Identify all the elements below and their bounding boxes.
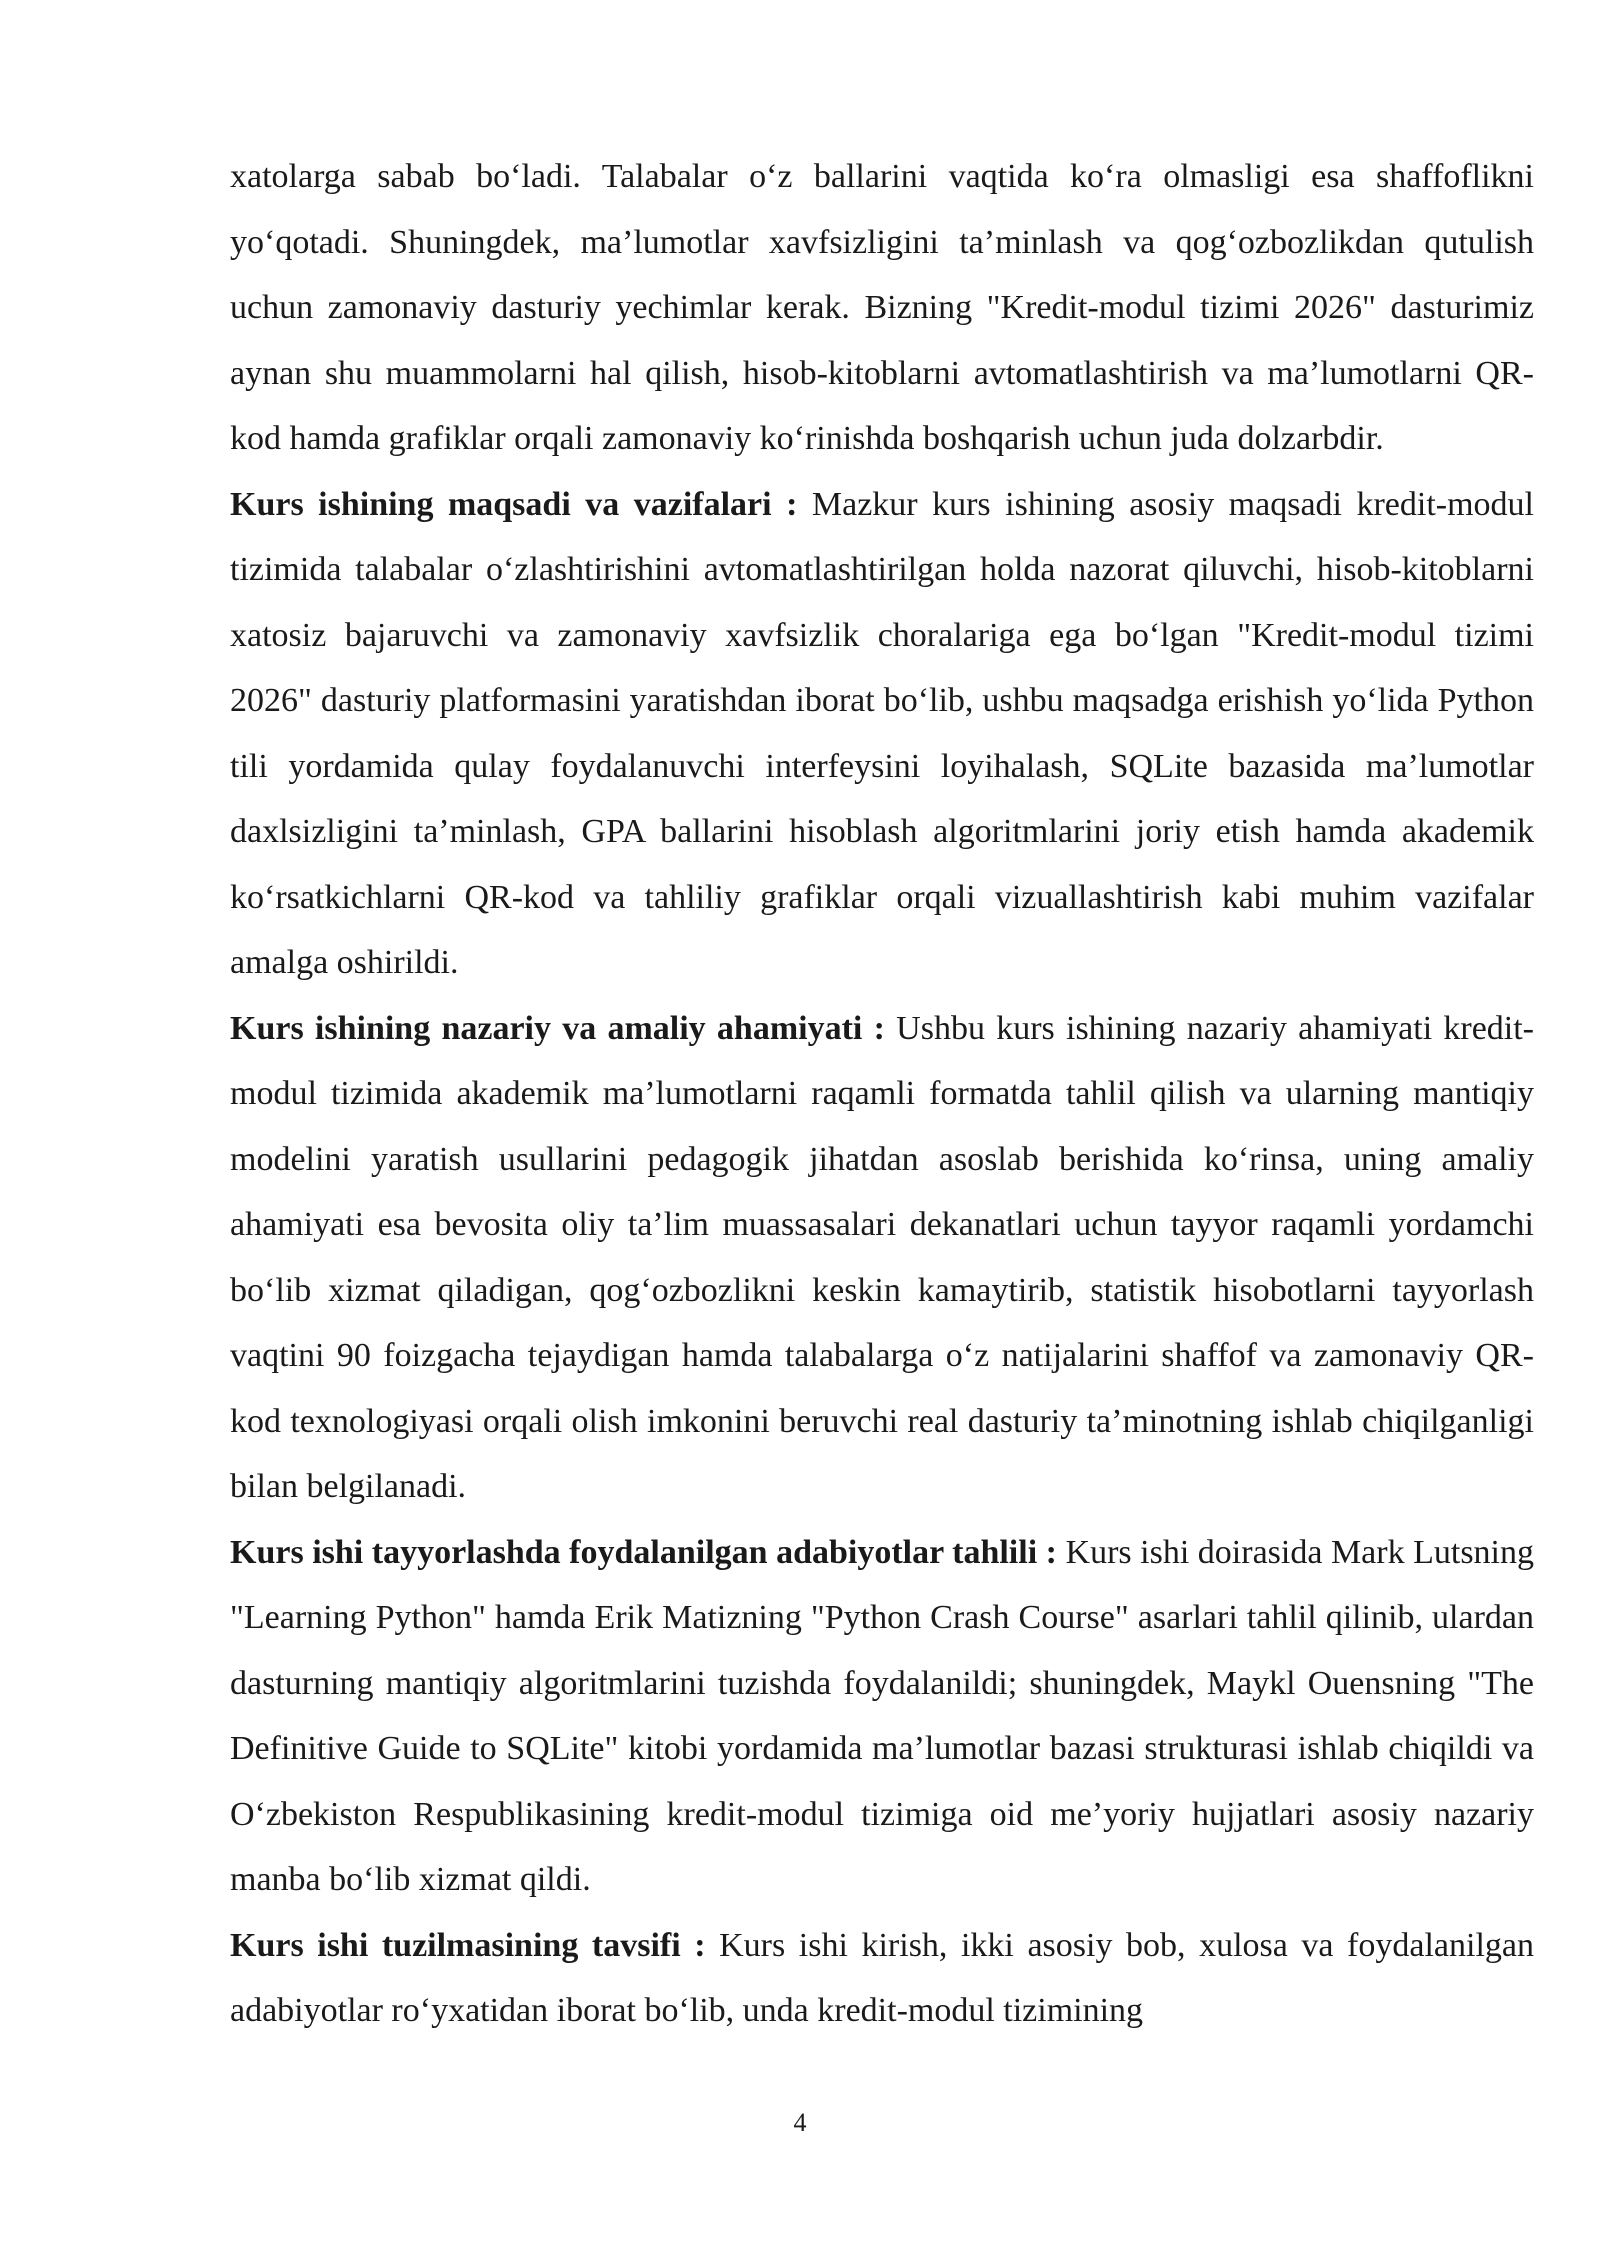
paragraph-literature [230, 1520, 1534, 1913]
paragraph-significance [230, 996, 1534, 1520]
paragraph-heading: Kurs ishi tayyorlashda foydalanilgan adabiyotlar tahlili : [230, 1533, 1057, 1571]
paragraph-heading: Kurs ishining nazariy va amaliy ahamiyati : [230, 1009, 885, 1047]
paragraph-text: xatolarga sabab bo‘ladi. Talabalar o‘z ballarini vaqtida ko‘ra olmasligi esa shaffoflikni yo‘qotadi. Shuningdek, ma’lumotlar xavfsizligini ta’minlash va qog‘ozbozlikdan qutulish uchun zamonaviy dasturiy yechimlar kerak. Bizning "Kredit-modul tizimi 2026" dasturimiz aynan shu muammolarni hal qilish, hisob-kitoblarni avtomatlashtirish va ma’lumotlarni QR-kod hamda grafiklar orqali zamonaviy ko‘rinishda boshqarish uchun juda dolzarbdir. [230, 158, 1534, 457]
paragraph-heading: Kurs ishi tuzilmasining tavsifi : [230, 1926, 706, 1964]
paragraph-text: Ushbu kurs ishining nazariy ahamiyati kredit-modul tizimida akademik ma’lumotlarni raqamli formatda tahlil qilish va ularning mantiqiy modelini yaratish usullarini pedagogik jihatdan asoslab berishida ko‘rinsa, uning amaliy ahamiyati esa bevosita oliy ta’lim muassasalari dekanatlari uchun tayyor raqamli yordamchi bo‘lib xizmat qiladigan, qog‘ozbozlikni keskin kamaytirib, statistik hisobotlarni tayyorlash vaqtini 90 foizgacha tejaydigan hamda talabalarga o‘z natijalarini shaffof va zamonaviy QR-kod texnologiyasi orqali olish imkonini beruvchi real dasturiy ta’minotning ishlab chiqilganligi bilan belgilanadi. [230, 1009, 1535, 1505]
paragraph-intro [230, 144, 1534, 472]
paragraph-goals [230, 472, 1534, 996]
paragraph-text: Mazkur kurs ishining asosiy maqsadi kredit-modul tizimida talabalar o‘zlashtirishini avtomatlashtirilgan holda nazorat qiluvchi, hisob-kitoblarni xatosiz bajaruvchi va zamonaviy xavfsizlik choralariga ega bo‘lgan "Kredit-modul tizimi 2026" dasturiy platformasini yaratishdan iborat bo‘lib, ushbu maqsadga erishish yo‘lida Python tili yordamida qulay foydalanuvchi interfeysini loyihalash, SQLite bazasida ma’lumotlar daxlsizligini ta’minlash, GPA ballarini hisoblash algoritmlarini joriy etish hamda akademik ko‘rsatkichlarni QR-kod va tahliliy grafiklar orqali vizuallashtirish kabi muhim vazifalar amalga oshirildi. [230, 485, 1534, 981]
paragraph-text: Kurs ishi doirasida Mark Lutsning "Learning Python" hamda Erik Matizning "Python Crash Course" asarlari tahlil qilinib, ulardan dasturning mantiqiy algoritmlarini tuzishda foydalanildi; shuningdek, Maykl Ouensning "The Definitive Guide to SQLite" kitobi yordamida ma’lumotlar bazasi strukturasi ishlab chiqildi va O‘zbekiston Respublikasining kredit-modul tizimiga oid me’yoriy hujjatlari asosiy nazariy manba bo‘lib xizmat qildi. [230, 1533, 1535, 1898]
paragraph-structure [230, 1913, 1534, 2044]
document-body [230, 144, 1534, 2044]
paragraph-heading: Kurs ishining maqsadi va vazifalari : [230, 485, 798, 523]
paragraph-text: Kurs ishi kirish, ikki asosiy bob, xulosa va foydalanilgan adabiyotlar ro‘yxatidan iborat bo‘lib, unda kredit-modul tizimining [230, 1926, 1534, 2029]
page-number: 4 [793, 2108, 807, 2137]
